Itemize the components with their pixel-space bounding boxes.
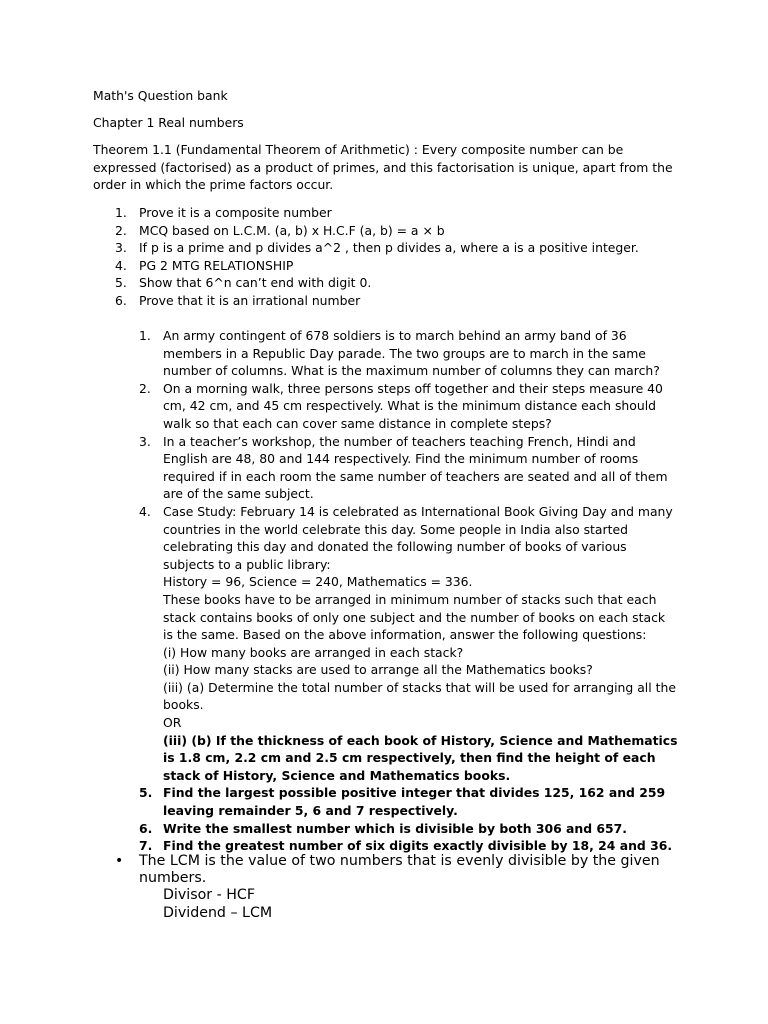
question-text: Write the smallest number which is divisible by both 306 and 657. (163, 820, 627, 836)
topic-list (115, 204, 699, 310)
theorem-text: Theorem 1.1 (Fundamental Theorem of Arithmetic) : Every composite number can be expressed (factorised) as a product of primes, and this factorisation is unique, apart from the order in which the prime factors occur. (93, 142, 673, 193)
case-study-question-ii: (ii) How many stacks are used to arrange all the Mathematics books? (163, 662, 593, 678)
question-number: 2. (139, 380, 151, 396)
item-text: MCQ based on L.C.M. (a, b) x H.C.F (a, b) = a × b (139, 222, 445, 238)
item-number: 2. (115, 222, 127, 238)
item-number: 4. (115, 257, 127, 273)
question-number: 5. (139, 785, 153, 801)
question-list (139, 327, 678, 855)
list-item (115, 292, 699, 310)
dividend-note: Dividend – LCM (163, 904, 273, 921)
list-item (115, 204, 699, 222)
divisor-note: Divisor - HCF (163, 887, 255, 904)
bullet-icon: • (115, 853, 124, 869)
list-item (115, 239, 699, 257)
item-number: 5. (115, 275, 127, 291)
question-text: Find the largest possible positive integer that divides 125, 162 and 259 leaving remainder 5, 6 and 7 respectively. (163, 785, 666, 819)
list-item (115, 222, 699, 240)
question-text: On a morning walk, three persons steps off together and their steps measure 40 cm, 42 cm, and 45 cm respectively. What is the minimum distance each should walk so that each can cover same distance in complete steps? (163, 380, 663, 431)
list-item (115, 257, 699, 275)
item-number: 1. (115, 205, 127, 220)
chapter-heading: Chapter 1 Real numbers (93, 115, 244, 130)
bullet-list (115, 853, 699, 922)
question-item (139, 380, 678, 433)
case-study-item (139, 503, 678, 785)
case-study-body: These books have to be arranged in minimum number of stacks such that each stack contains books of only one subject and the number of books on each stack is the same. Based on the above information, answer the following questions: (163, 591, 666, 643)
bullet-text: The LCM is the value of two numbers that is evenly divisible by the given numbers. (139, 853, 660, 887)
item-text: Prove it is a composite number (139, 205, 332, 220)
item-number: 6. (115, 292, 127, 308)
question-item (139, 820, 678, 838)
question-number: 4. (139, 503, 151, 519)
case-study-question-i: (i) How many books are arranged in each stack? (163, 644, 464, 660)
document-title: Math's Question bank (93, 88, 228, 103)
case-study-intro: Case Study: February 14 is celebrated as International Book Giving Day and many countries in the world celebrate this day. Some people in India also started celebrating this day and donated the following number of books of various subjects to a public library: (163, 503, 673, 572)
item-text: Show that 6^n can’t end with digit 0. (139, 275, 372, 291)
question-number: 6. (139, 820, 153, 836)
question-number: 7. (139, 838, 153, 854)
case-study-question-iii-b: (iii) (b) If the thickness of each book of History, Science and Mathematics is 1.8 cm, 2.2 cm and 2.5 cm respectively, then find the height of each stack of History, Science and Mathematics books. (163, 732, 678, 783)
case-study-counts: History = 96, Science = 240, Mathematics = 336. (163, 574, 473, 590)
bullet-item (115, 853, 699, 922)
item-text: If p is a prime and p divides a^2 , then p divides a, where a is a positive integer. (139, 240, 639, 256)
case-study-question-iii-a: (iii) (a) Determine the total number of stacks that will be used for arranging all the books. (163, 679, 676, 713)
question-number: 3. (139, 433, 151, 449)
case-study-or: OR (163, 715, 182, 731)
item-text: PG 2 MTG RELATIONSHIP (139, 257, 294, 273)
question-text: An army contingent of 678 soldiers is to march behind an army band of 36 members in a Republic Day parade. The two groups are to march in the same number of columns. What is the maximum number of columns they can march? (163, 328, 660, 379)
item-number: 3. (115, 240, 127, 256)
question-item (139, 327, 678, 380)
question-item (139, 784, 678, 819)
question-text: Find the greatest number of six digits exactly divisible by 18, 24 and 36. (163, 838, 673, 854)
item-text: Prove that it is an irrational number (139, 292, 361, 308)
question-text: In a teacher’s workshop, the number of teachers teaching French, Hindi and English are 48, 80 and 144 respectively. Find the minimum number of rooms required if in each room the same number of teachers are seated and all of them are of the same subject. (163, 433, 668, 502)
question-item (139, 433, 678, 503)
question-number: 1. (139, 328, 151, 343)
list-item (115, 274, 699, 292)
